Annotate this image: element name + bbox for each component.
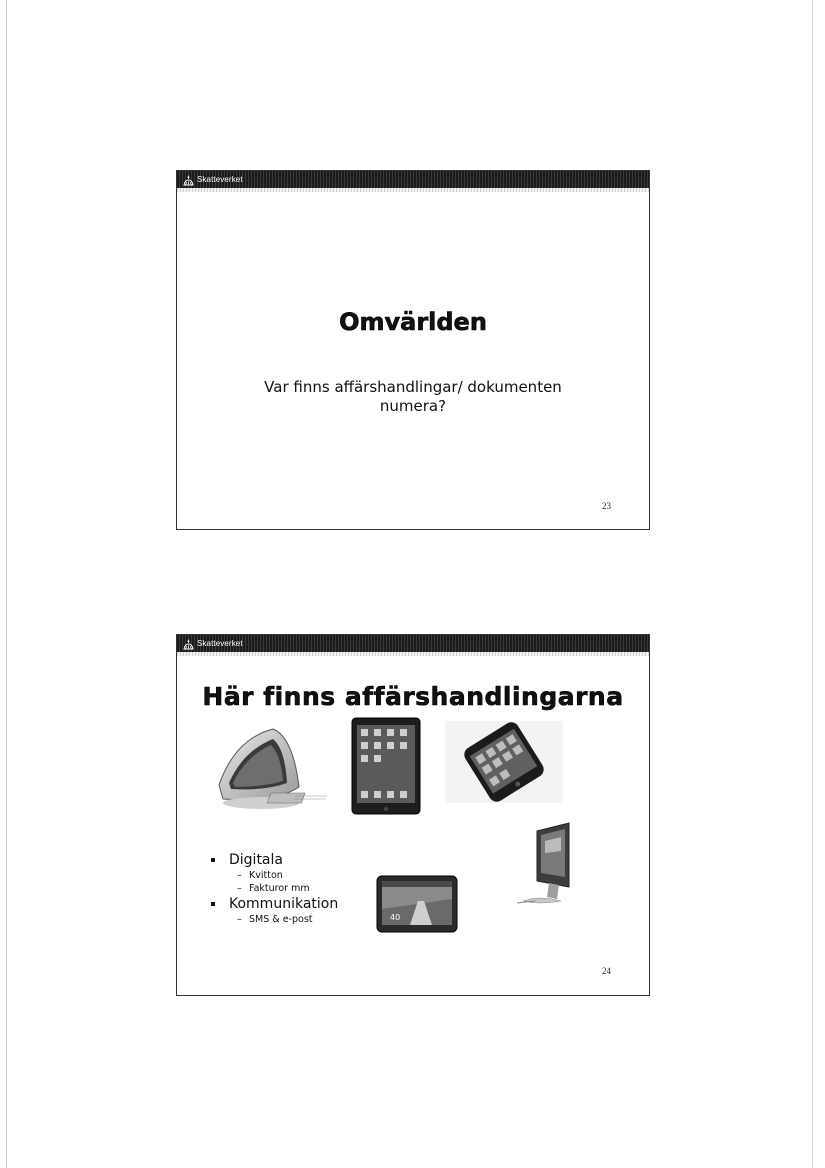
skatteverket-crown-icon bbox=[183, 174, 194, 186]
imac-g3-image bbox=[215, 727, 335, 811]
sub-bullet-label: Fakturor mm bbox=[249, 883, 310, 894]
sub-bullet-item: – SMS & e-post bbox=[237, 914, 313, 925]
bullet-item bbox=[211, 895, 338, 913]
header-rule bbox=[177, 188, 649, 192]
skatteverket-crown-icon bbox=[183, 638, 194, 650]
slide-header bbox=[177, 635, 649, 652]
iphone-image bbox=[443, 719, 565, 805]
slide-header bbox=[177, 171, 649, 188]
sub-bullet-label: Kvitton bbox=[249, 870, 283, 881]
bullet-marker bbox=[211, 858, 215, 862]
bullet-marker bbox=[211, 902, 215, 906]
sub-bullet-item: – Kvitton bbox=[237, 870, 283, 881]
bullet-list bbox=[211, 851, 338, 926]
gps-speed-text: 40 bbox=[390, 913, 401, 922]
gps-navigator-image bbox=[376, 875, 458, 933]
page-number: 24 bbox=[602, 966, 611, 976]
sub-bullet-label: SMS & e-post bbox=[249, 914, 313, 925]
page-edge bbox=[812, 0, 813, 1168]
bullet-item bbox=[211, 851, 338, 869]
page-edge bbox=[6, 0, 7, 1168]
bullet-label: Digitala bbox=[229, 852, 283, 868]
slide-title: Omvärlden bbox=[339, 308, 487, 336]
brand-name: Skatteverket bbox=[197, 639, 243, 648]
header-rule bbox=[177, 652, 649, 656]
slide-23 bbox=[176, 170, 650, 530]
page-number: 23 bbox=[602, 501, 611, 511]
sub-bullet-item: – Fakturor mm bbox=[237, 883, 310, 894]
slide-24 bbox=[176, 634, 650, 996]
brand-name: Skatteverket bbox=[197, 175, 243, 184]
subtitle-line: Var finns affärshandlingar/ dokumenten bbox=[264, 378, 562, 396]
bullet-label: Kommunikation bbox=[229, 896, 339, 912]
imac-aluminum-image bbox=[513, 821, 575, 913]
ipad-image bbox=[351, 717, 421, 815]
slide-title: Här finns affärshandlingarna bbox=[202, 682, 624, 711]
subtitle-line: numera? bbox=[379, 397, 447, 415]
slide-subtitle bbox=[237, 378, 589, 416]
